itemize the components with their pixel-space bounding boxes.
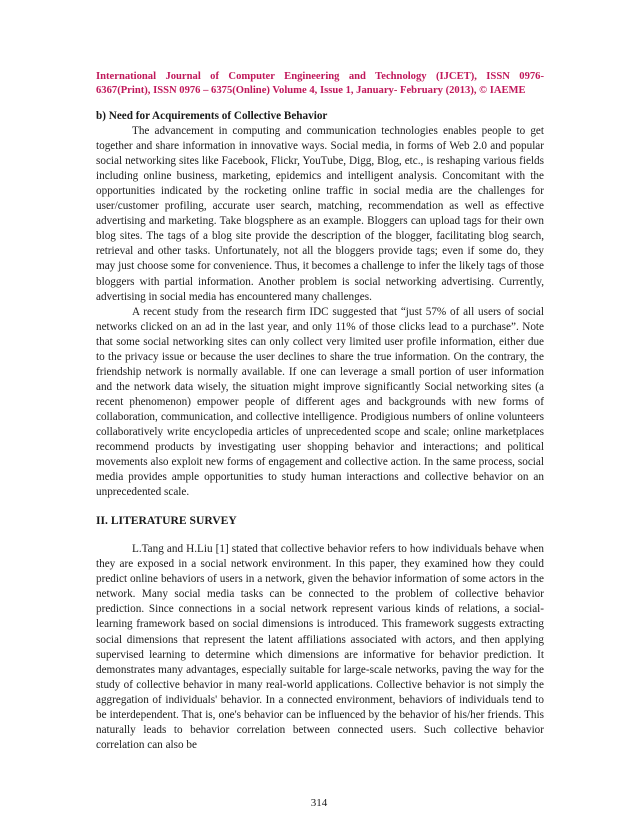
body-content bbox=[96, 109, 544, 753]
body-paragraph: The advancement in computing and communication technologies enables people to get together and share information in innovative ways. Social media, in forms of Web 2.0 and popular social networking sites like Facebook, Flickr, YouTube, Digg, Blog, etc., is reshaping various fields including online business, marketing, epidemics and intelligent analysis. Concomitant with the opportunities indicated by the rocketing online traffic in social media are the challenges for user/customer profiling, accurate user search, matching, recommendation as well as effective advertising and marketing. Take blogsphere as an example. Bloggers can upload tags for their own blog sites. The tags of a blog site provide the description of the blogger, facilitating blog search, retrieval and other tasks. Unfortunately, not all the bloggers provide tags; even if some do, they may just choose some for convenience. Thus, it becomes a challenge to infer the likely tags of those bloggers with partial information. Another problem is social networking advertising. Currently, advertising in social media has encountered many challenges. bbox=[96, 125, 544, 303]
journal-header-line-2: 6367(Print), ISSN 0976 – 6375(Online) Volume 4, Issue 1, January- February (2013), © IAEME bbox=[96, 85, 526, 96]
journal-header bbox=[96, 70, 544, 98]
page-number: 314 bbox=[310, 797, 328, 809]
body-paragraph: A recent study from the research firm IDC suggested that “just 57% of all users of social networks clicked on an ad in the last year, and only 11% of those clicks lead to a purchase”. Note that some social networking sites can only collect very limited user profile information, either due to the privacy issue or because the user declines to share the true information. On the contrary, the friendship network is normally available. If one can leverage a small portion of user information and the network data wisely, the situation might improve significantly Social networking sites (a recent phenomenon) empower people of different ages and backgrounds with new forms of collaboration, communication, and collective intelligence. Prodigious numbers of online volunteers collaboratively write encyclopedia articles of unprecedented scope and scale; online marketplaces recommend products by investigating user shopping behavior and interactions; and political movements also exploit new forms of engagement and collective action. In the same process, social media provides ample opportunities to study human interactions and collective behavior on an unprecedented scale. bbox=[96, 305, 544, 499]
section-heading: II. LITERATURE SURVEY bbox=[96, 514, 237, 528]
body-paragraph: L.Tang and H.Liu [1] stated that collective behavior refers to how individuals behave when they are exposed in a social network environment. In this paper, they examined how they could predict online behaviors of users in a network, given the behavior information of some actors in the network. Many social media tasks can be connected to the problem of collective behavior prediction. Since connections in a social network represent various kinds of relations, a social-learning framework based on social dimensions is introduced. This framework suggests extracting social dimensions that represent the latent affiliations associated with actors, and then applying supervised learning to determine which dimensions are informative for behavior prediction. It demonstrates many advantages, especially suitable for large-scale networks, paving the way for the study of collective behavior in many real-world applications. Collective behavior is not simply the aggregation of individuals' behavior. In a connected environment, behaviors of individuals tend to be interdependent. That is, one's behavior can be influenced by the behavior of his/her friends. This naturally leads to behavior correlation between connected users. Such collective behavior correlation can also be bbox=[96, 543, 544, 751]
journal-header-line-1: International Journal of Computer Engineering and Technology (IJCET), ISSN 0976- bbox=[96, 71, 544, 82]
subsection-heading: b) Need for Acquirements of Collective Behavior bbox=[96, 110, 328, 122]
